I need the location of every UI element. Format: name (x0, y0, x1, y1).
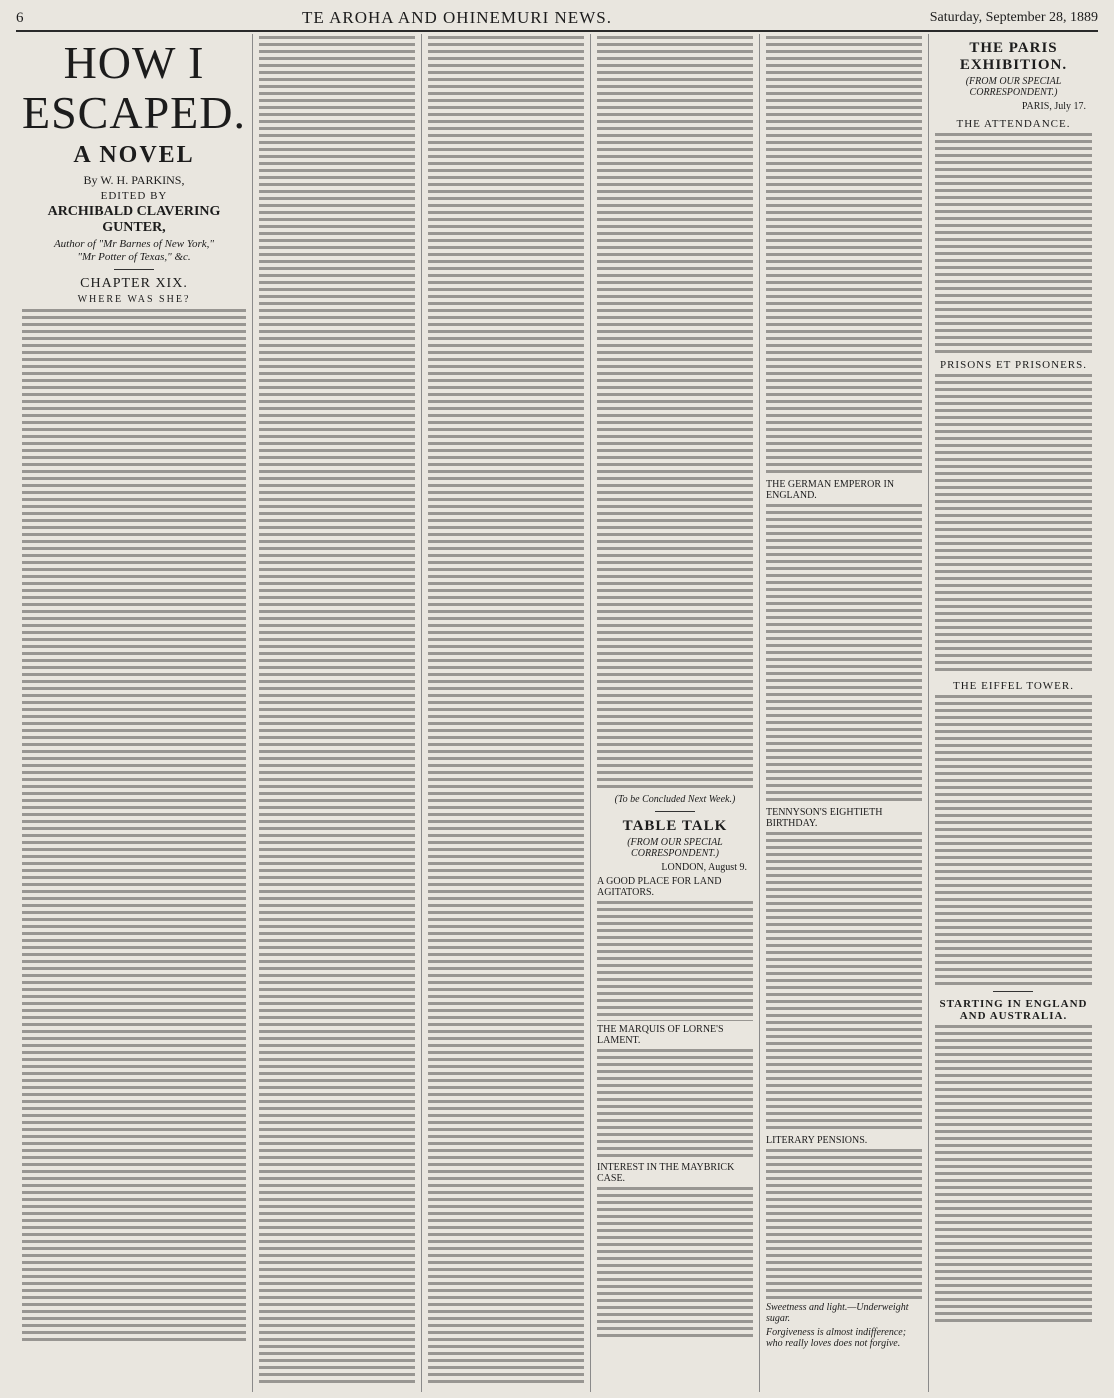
story-body-text (428, 36, 584, 1386)
paris-heading: THE PARIS EXHIBITION. (959, 40, 1068, 73)
table-talk-dateline: LONDON, August 9. (661, 862, 747, 873)
paris-section-prisons: PRISONS ET PRISONERS. (939, 359, 1087, 371)
article-text (935, 1025, 1092, 1325)
table-talk-source: (FROM OUR SPECIAL CORRESPONDENT.) (627, 837, 723, 859)
divider (114, 269, 154, 270)
column-2 (253, 34, 422, 1392)
story-title: HOW I ESCAPED. (22, 37, 246, 138)
paris-dateline: PARIS, July 17. (1021, 101, 1086, 112)
masthead (16, 6, 1098, 32)
paris-source: (FROM OUR SPECIAL CORRESPONDENT.) (965, 76, 1062, 98)
story-body-text (597, 36, 753, 791)
page-columns (16, 34, 1098, 1392)
story-author: By W. H. PARKINS, (83, 173, 185, 187)
author-of-2: "Mr Potter of Texas," &c. (77, 251, 191, 263)
column-5 (760, 34, 929, 1392)
column-3 (422, 34, 591, 1392)
article-text (597, 1187, 753, 1337)
column-4 (591, 34, 760, 1392)
subject-heading: INTEREST IN THE MAYBRICK CASE. (596, 1162, 735, 1184)
closing-line-1: Sweetness and light.—Underweight sugar. (765, 1302, 909, 1324)
paris-section-attendance: THE ATTENDANCE. (956, 118, 1071, 130)
editor-name: ARCHIBALD CLAVERING GUNTER, (47, 204, 221, 235)
article-text (935, 133, 1092, 353)
article-text (766, 504, 922, 804)
paper-title: TE AROHA AND OHINEMURI NEWS. (302, 8, 612, 27)
story-kind: A NOVEL (73, 142, 195, 168)
closing-line-2: Forgiveness is almost indifference; who really loves does not forgive. (765, 1327, 907, 1349)
divider (993, 991, 1033, 992)
edited-by: EDITED BY (100, 190, 168, 202)
subject-heading: THE MARQUIS OF LORNE'S LAMENT. (596, 1024, 724, 1046)
subject-heading: TENNYSON'S EIGHTIETH BIRTHDAY. (765, 807, 883, 829)
column-6 (929, 34, 1098, 1392)
article-text (766, 832, 922, 1132)
paris-section-eiffel: THE EIFFEL TOWER. (953, 680, 1074, 692)
article-text (766, 1149, 922, 1299)
starting-heading: STARTING IN ENGLAND AND AUSTRALIA. (939, 998, 1088, 1022)
article-text (597, 901, 753, 1021)
article-text (935, 374, 1092, 674)
subject-heading: LITERARY PENSIONS. (765, 1135, 868, 1146)
subject-heading: A GOOD PLACE FOR LAND AGITATORS. (596, 876, 722, 898)
to-be-continued: (To be Concluded Next Week.) (614, 794, 736, 805)
chapter-heading: CHAPTER XIX. (80, 276, 188, 291)
article-text (597, 1049, 753, 1159)
author-of-1: Author of "Mr Barnes of New York," (53, 238, 215, 250)
column-1 (16, 34, 253, 1392)
page-number: 6 (16, 9, 24, 26)
issue-date: Saturday, September 28, 1889 (929, 10, 1098, 25)
chapter-subtitle: WHERE WAS SHE? (77, 294, 191, 305)
story-body-text (22, 309, 246, 1344)
subject-heading: THE GERMAN EMPEROR IN ENGLAND. (765, 479, 895, 501)
article-text (935, 695, 1092, 985)
story-body-text (259, 36, 415, 1386)
article-text (766, 36, 922, 476)
table-talk-heading: TABLE TALK (622, 818, 728, 834)
divider (655, 811, 695, 812)
